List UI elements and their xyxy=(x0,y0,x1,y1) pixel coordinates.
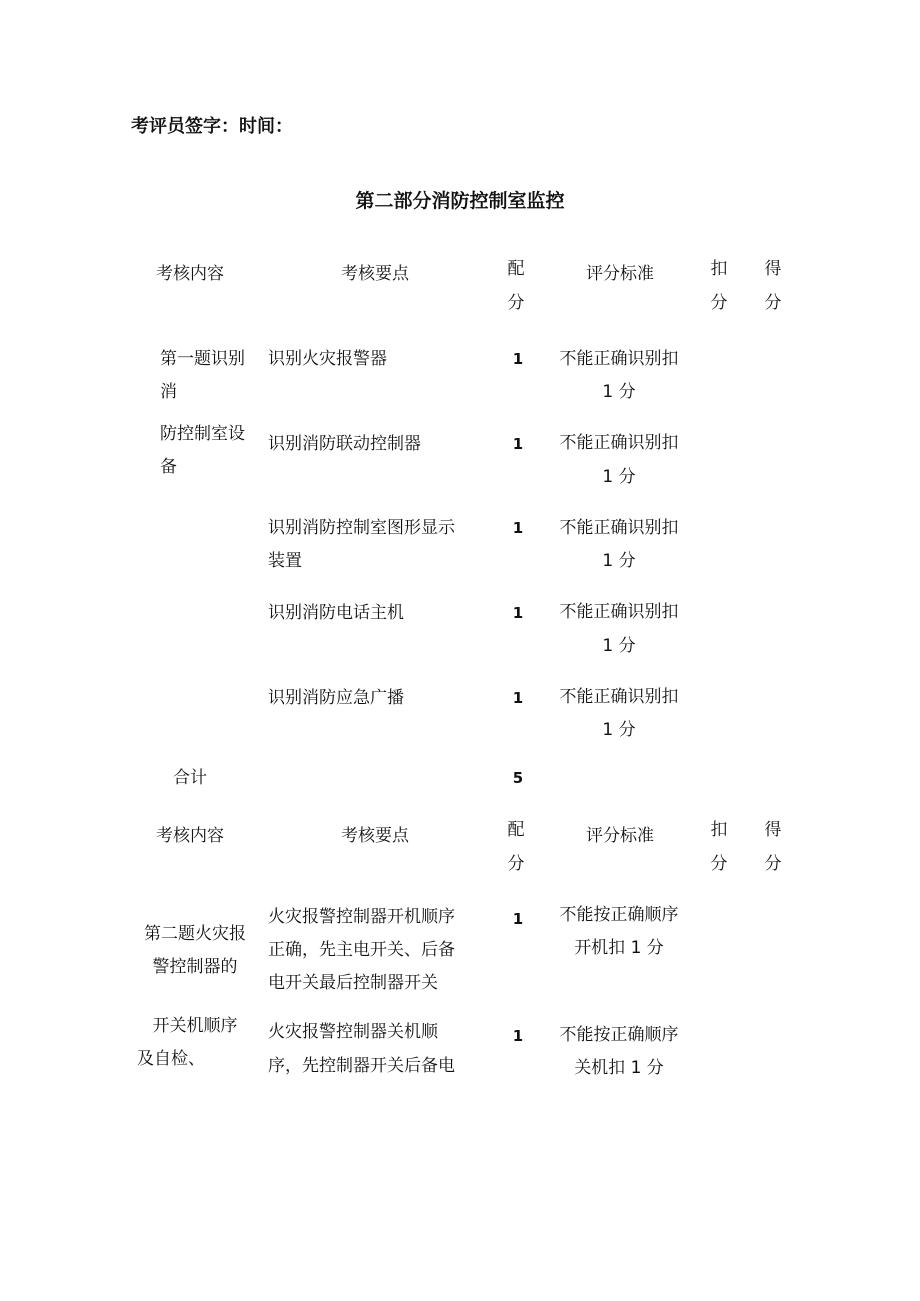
score-value: 1 xyxy=(512,435,524,453)
score-value: 1 xyxy=(512,689,524,707)
examiner-signature-line: 考评员签字：时间： xyxy=(131,116,293,137)
point-text: 识别消防电话主机 xyxy=(268,603,404,623)
header-deduct-1: 扣 xyxy=(710,820,728,840)
q2-content-line: 警控制器的 xyxy=(152,957,238,977)
q1-content-line: 防控制室设 xyxy=(160,424,245,444)
header-content: 考核内容 xyxy=(156,826,224,846)
header-deduct-2: 分 xyxy=(710,854,728,874)
header-score-1: 配 xyxy=(507,820,525,840)
score-value: 1 xyxy=(512,519,524,537)
header-score-2: 分 xyxy=(507,293,525,313)
criteria-text: 不能正确识别扣 xyxy=(559,687,679,707)
criteria-text: 1 分 xyxy=(602,467,636,487)
q2-content-line: 开关机顺序 xyxy=(152,1016,238,1036)
header-deduct-1: 扣 xyxy=(710,259,728,279)
criteria-text: 不能按正确顺序 xyxy=(559,1025,679,1045)
point-text: 火灾报警控制器关机顺 xyxy=(268,1022,438,1042)
point-text: 火灾报警控制器开机顺序 xyxy=(268,907,455,927)
header-deduct-2: 分 xyxy=(710,293,728,313)
header-score-1: 配 xyxy=(507,259,525,279)
point-text: 识别消防控制室图形显示 xyxy=(268,518,455,538)
section-title: 第二部分消防控制室监控 xyxy=(355,190,565,212)
q1-content-line: 消 xyxy=(160,382,177,402)
criteria-text: 关机扣 1 分 xyxy=(574,1058,664,1078)
criteria-text: 不能正确识别扣 xyxy=(559,349,679,369)
header-content: 考核内容 xyxy=(156,264,224,284)
q2-content-line: 及自检、 xyxy=(137,1049,205,1069)
point-text: 序，先控制器开关后备电 xyxy=(268,1056,455,1076)
header-obtain-2: 分 xyxy=(764,854,782,874)
header-obtain-1: 得 xyxy=(764,820,782,840)
criteria-text: 不能按正确顺序 xyxy=(559,905,679,925)
total-label: 合计 xyxy=(173,768,207,788)
criteria-text: 不能正确识别扣 xyxy=(559,602,679,622)
header-criteria: 评分标准 xyxy=(586,264,654,284)
q1-content-line: 第一题识别 xyxy=(160,349,245,369)
criteria-text: 不能正确识别扣 xyxy=(559,518,679,538)
score-value: 1 xyxy=(512,1027,524,1045)
header-points: 考核要点 xyxy=(341,826,409,846)
point-text: 识别火灾报警器 xyxy=(268,349,387,369)
criteria-text: 不能正确识别扣 xyxy=(559,433,679,453)
criteria-text: 1 分 xyxy=(602,551,636,571)
criteria-text: 开机扣 1 分 xyxy=(574,938,664,958)
header-score-2: 分 xyxy=(507,854,525,874)
criteria-text: 1 分 xyxy=(602,720,636,740)
point-text: 装置 xyxy=(268,551,302,571)
total-score: 5 xyxy=(512,769,524,787)
header-criteria: 评分标准 xyxy=(586,826,654,846)
score-value: 1 xyxy=(512,604,524,622)
header-obtain-1: 得 xyxy=(764,259,782,279)
header-points: 考核要点 xyxy=(341,264,409,284)
score-value: 1 xyxy=(512,910,524,928)
header-obtain-2: 分 xyxy=(764,293,782,313)
q1-content-line: 备 xyxy=(160,457,177,477)
point-text: 正确，先主电开关、后备 xyxy=(268,940,455,960)
point-text: 电开关最后控制器开关 xyxy=(268,973,438,993)
score-value: 1 xyxy=(512,350,524,368)
criteria-text: 1 分 xyxy=(602,382,636,402)
criteria-text: 1 分 xyxy=(602,636,636,656)
point-text: 识别消防应急广播 xyxy=(268,688,404,708)
point-text: 识别消防联动控制器 xyxy=(268,434,421,454)
q2-content-line: 第二题火灾报 xyxy=(144,924,246,944)
